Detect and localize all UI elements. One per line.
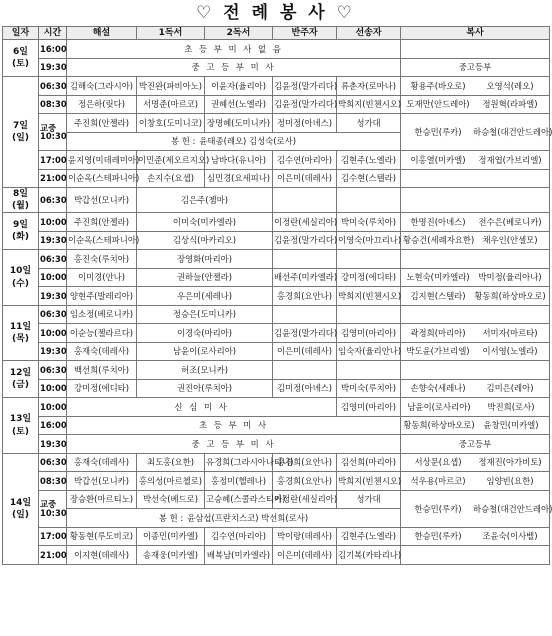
commentary-cell: 홍진숙(루치아) xyxy=(67,250,137,269)
cantor-cell: 박희지(빈첸시오) xyxy=(337,287,401,306)
day-date: 12일 xyxy=(9,368,32,379)
altar-server-cell xyxy=(401,287,550,306)
offering-cell xyxy=(67,132,401,151)
offering-label: 봉 헌 : xyxy=(171,136,196,147)
time-label: 10:00 xyxy=(40,327,67,338)
reading2-cell: 권혜선(노엘라) xyxy=(205,95,273,114)
altar-server-cell xyxy=(401,453,550,472)
reading1-cell: 이경숙(마리아) xyxy=(137,324,273,343)
reading1-cell: 우은미(세레나) xyxy=(137,287,273,306)
reading2-cell: 이윤자(율리아) xyxy=(205,77,273,96)
mass-note: 중 고 등 부 미 사 xyxy=(67,58,401,77)
day-weekday: (화) xyxy=(12,232,29,243)
time-label: 08:30 xyxy=(40,99,67,110)
altar-server-cell xyxy=(401,95,550,114)
commentary-cell: 이순옥(스테파니아) xyxy=(67,231,137,250)
cantor-cell: 김기복(카타리나) xyxy=(337,546,401,565)
table-row xyxy=(3,188,550,213)
altar-server-1: 김지현(스텔라) xyxy=(410,290,466,301)
day-date: 8일 xyxy=(13,189,28,199)
commentary-cell: 홍재숙(데레사) xyxy=(67,342,137,361)
day-weekday: (수) xyxy=(12,278,29,289)
header-time: 시간 xyxy=(39,27,67,40)
reading1-cell: 박선숙(베드로) xyxy=(137,490,205,509)
altar-server-cell xyxy=(401,324,550,343)
table-row xyxy=(3,287,550,306)
table-row xyxy=(3,361,550,380)
time-label: 19:30 xyxy=(40,62,67,73)
cantor-cell: 김현주(노엘라) xyxy=(337,151,401,170)
cantor-cell: 김현주(노엘라) xyxy=(337,527,401,546)
altar-server-cell xyxy=(401,379,550,398)
commentary-cell: 주진희(안젤라) xyxy=(67,213,137,232)
organist-cell xyxy=(273,250,337,269)
cantor-cell xyxy=(337,188,401,213)
header-row xyxy=(3,27,550,40)
reading1-cell: 이민준(제오르지오) xyxy=(137,151,205,170)
table-row xyxy=(3,305,550,324)
time-cell xyxy=(39,324,67,343)
reading2-cell: 장명혜(도미니카) xyxy=(205,114,273,133)
time-label: 06:30 xyxy=(40,80,67,91)
organist-cell xyxy=(273,188,337,213)
altar-server-2: 임양빈(요한) xyxy=(486,475,534,486)
time-cell xyxy=(39,379,67,398)
liturgy-schedule-table xyxy=(2,26,550,565)
time-label: 16:00 xyxy=(40,420,67,431)
commentary-cell: 이순능(젤라르다) xyxy=(67,324,137,343)
table-row xyxy=(3,250,550,269)
organist-cell: 김윤정(말가리다) xyxy=(273,95,337,114)
commentary-cell: 강미정(에디타) xyxy=(67,379,137,398)
commentary-cell: 주진희(안젤라) xyxy=(67,114,137,133)
time-cell xyxy=(39,435,67,454)
mass-note: 중 고 등 부 미 사 xyxy=(67,435,401,454)
commentary-cell: 황동현(루도비코) xyxy=(67,527,137,546)
offering-cell xyxy=(67,509,401,528)
altar-server-1: 노현숙(미카엘라) xyxy=(406,272,470,283)
commentary-cell: 박갑선(모니카) xyxy=(67,472,137,491)
cantor-cell: 박희지(빈첸시오) xyxy=(337,95,401,114)
reading1-cell: 허조(모니카) xyxy=(137,361,273,380)
altar-server-2: 전수은(베로니카) xyxy=(478,216,542,227)
time-cell xyxy=(39,169,67,188)
day-cell xyxy=(3,361,39,398)
time-cell xyxy=(39,58,67,77)
organist-cell: 홍경희(요안나) xyxy=(273,453,337,472)
altar-server-1: 한승민(루카) xyxy=(414,126,462,137)
altar-server-cell xyxy=(401,40,550,59)
table-row xyxy=(3,379,550,398)
organist-cell: 김윤정(말가리다) xyxy=(273,77,337,96)
table-row xyxy=(3,268,550,287)
altar-server-2: 정재진(아가비토) xyxy=(478,457,542,468)
altar-server-cell xyxy=(401,250,550,269)
day-cell xyxy=(3,40,39,77)
altar-server-cell xyxy=(401,398,550,417)
table-row xyxy=(3,453,550,472)
table-row xyxy=(3,231,550,250)
reading2-cell: 남바다(유니아) xyxy=(205,151,273,170)
altar-server-1: 손향숙(세레나) xyxy=(410,383,466,394)
day-date: 9일 xyxy=(13,220,28,231)
offering-label: 봉 헌 : xyxy=(158,512,184,523)
altar-server-2: 조윤숙(이사벨) xyxy=(482,531,538,542)
altar-server-1: 한명진(아녜스) xyxy=(410,216,466,227)
altar-server-2: 황동희(하상바오로) xyxy=(474,290,546,301)
cantor-cell: 김수현(스텔라) xyxy=(337,169,401,188)
reading1-cell: 서명준(마르코) xyxy=(137,95,205,114)
altar-server-1: 곽정희(마리아) xyxy=(410,327,466,338)
altar-server-cell xyxy=(401,169,550,188)
time-cell xyxy=(39,231,67,250)
time-label: 08:30 xyxy=(40,475,67,486)
day-weekday: (목) xyxy=(12,334,29,345)
day-weekday: (월) xyxy=(12,201,29,212)
reading1-cell: 김은주(젬마) xyxy=(137,188,273,213)
table-row xyxy=(3,342,550,361)
cantor-cell: 임숙자(율리안나) xyxy=(337,342,401,361)
altar-server-1: 서상문(요셉) xyxy=(414,457,462,468)
organist-cell: 홍경희(요안나) xyxy=(273,472,337,491)
reading1-cell: 장영화(마리아) xyxy=(137,250,273,269)
altar-server-1: 한승민(루카) xyxy=(414,503,462,514)
time-label: 교중 xyxy=(40,499,57,510)
time-cell xyxy=(39,342,67,361)
altar-server-1: 이홍열(미카엘) xyxy=(410,154,466,165)
altar-server-1: 한승민(루카) xyxy=(414,531,462,542)
time-label: 19:30 xyxy=(40,346,67,357)
time-label: 17:00 xyxy=(40,531,67,542)
altar-server-2: 윤창민(미카엘) xyxy=(483,420,539,431)
time-label: 06:30 xyxy=(40,253,67,264)
cantor-cell: 박미숙(루치아) xyxy=(337,213,401,232)
reading2-cell: 고승혜(스콜라스티카) xyxy=(205,490,273,509)
cantor-cell xyxy=(337,250,401,269)
time-label: 교중 xyxy=(40,122,57,133)
day-cell xyxy=(3,213,39,250)
day-weekday: (일) xyxy=(12,509,29,520)
organist-cell: 이정란(세실리아) xyxy=(273,490,337,509)
time-cell xyxy=(39,490,67,527)
altar-server-cell xyxy=(401,305,550,324)
mass-note: 초 등 부 미 사 없 음 xyxy=(67,40,401,59)
time-cell xyxy=(39,361,67,380)
altar-server-2: 김미은(레아) xyxy=(486,383,534,394)
organist-cell: 이은미(데레사) xyxy=(273,342,337,361)
table-row xyxy=(3,95,550,114)
day-date: 11일 xyxy=(9,321,32,332)
time-cell xyxy=(39,527,67,546)
altar-server-cell xyxy=(401,231,550,250)
altar-server-cell xyxy=(401,416,550,435)
altar-server-2: 이서영(노엘라) xyxy=(482,346,538,357)
reading1-cell: 권진아(루치아) xyxy=(137,379,273,398)
time-label: 21:00 xyxy=(40,173,67,184)
altar-server-1: 황동희(하상바오로) xyxy=(403,420,475,431)
commentary-cell: 박갑선(모니카) xyxy=(67,188,137,213)
altar-server-2: 박미정(율리아나) xyxy=(478,272,542,283)
table-row xyxy=(3,151,550,170)
commentary-cell: 임소정(베로니카) xyxy=(67,305,137,324)
organist-cell: 정미정(아녜스) xyxy=(273,114,337,133)
reading2-cell: 유경희(그라시아나티나) xyxy=(205,453,273,472)
commentary-cell: 이지현(데레사) xyxy=(67,546,137,565)
commentary-cell: 정은하(릿다) xyxy=(67,95,137,114)
day-cell xyxy=(3,305,39,361)
time-label: 10:00 xyxy=(40,401,67,412)
mass-note: 신 심 미 사 xyxy=(67,398,337,417)
altar-server-1: 황승건(세례자요한) xyxy=(403,235,475,246)
altar-server-2: 하승철(대건안드레아) xyxy=(473,503,552,514)
table-row xyxy=(3,58,550,77)
commentary-cell: 김해숙(그라시아) xyxy=(67,77,137,96)
cantor-cell: 김영미(마리아) xyxy=(337,398,401,417)
altar-server-2: 정재엽(가브리엘) xyxy=(478,154,542,165)
header-altar-server: 복사 xyxy=(401,27,550,40)
time-cell xyxy=(39,305,67,324)
day-cell xyxy=(3,250,39,306)
altar-server-cell xyxy=(401,114,550,151)
reading1-cell: 이미숙(미카엘라) xyxy=(137,213,273,232)
time-cell xyxy=(39,453,67,472)
organist-cell: 김윤정(말가리다) xyxy=(273,231,337,250)
commentary-cell: 윤지영(미데레미아) xyxy=(67,151,137,170)
offering-names: 윤삼섭(프란치스코) 박선희(로사) xyxy=(187,512,309,523)
reading1-cell: 정승은(도미니카) xyxy=(137,305,273,324)
time-label: 17:00 xyxy=(40,154,67,165)
cantor-cell: 이영숙(마끄리나) xyxy=(337,231,401,250)
header-date: 일자 xyxy=(3,27,39,40)
altar-server-cell xyxy=(401,188,550,213)
time-label: 19:30 xyxy=(40,235,67,246)
altar-server-cell: 중고등부 xyxy=(401,435,550,454)
altar-server-1: 박도윤(가브리엘) xyxy=(406,346,470,357)
table-row xyxy=(3,527,550,546)
day-date: 14일 xyxy=(9,497,32,508)
day-cell xyxy=(3,453,39,564)
time-label: 19:30 xyxy=(40,290,67,301)
time-label: 06:30 xyxy=(40,364,67,375)
time-cell xyxy=(39,151,67,170)
organist-cell: 김미정(아녜스) xyxy=(273,379,337,398)
altar-server-cell xyxy=(401,268,550,287)
header-reading1: 1독서 xyxy=(137,27,205,40)
time-cell xyxy=(39,40,67,59)
cantor-cell: 성가대 xyxy=(337,114,401,133)
altar-server-cell xyxy=(401,490,550,527)
table-row xyxy=(3,213,550,232)
time-label-2: 10:30 xyxy=(40,507,67,518)
organist-cell: 이은미(데레사) xyxy=(273,546,337,565)
altar-server-2: 오영석(레오) xyxy=(486,80,534,91)
altar-server-1: 남윤이(로사리아) xyxy=(407,401,471,412)
time-label: 21:00 xyxy=(40,549,67,560)
altar-server-cell xyxy=(401,77,550,96)
day-weekday: (토) xyxy=(12,426,29,437)
header-reading2: 2독서 xyxy=(205,27,273,40)
day-date: 10일 xyxy=(9,266,32,277)
time-cell xyxy=(39,546,67,565)
organist-cell: 김수연(마리아) xyxy=(273,151,337,170)
reading1-cell: 이창호(도미니코) xyxy=(137,114,205,133)
time-label: 06:30 xyxy=(40,309,67,320)
reading1-cell: 이종민(미카엘) xyxy=(137,527,205,546)
altar-server-cell xyxy=(401,213,550,232)
day-date: 7일 xyxy=(13,120,28,131)
day-weekday: (금) xyxy=(12,380,29,391)
commentary-cell: 이순옥(스테파니아) xyxy=(67,169,137,188)
commentary-cell: 양현주(발레리아) xyxy=(67,287,137,306)
time-label: 10:00 xyxy=(40,272,67,283)
organist-cell: 이은미(데레사) xyxy=(273,169,337,188)
time-label: 16:00 xyxy=(40,43,67,54)
organist-cell xyxy=(273,305,337,324)
cantor-cell: 강미정(에디타) xyxy=(337,268,401,287)
time-label: 10:00 xyxy=(40,216,67,227)
day-cell xyxy=(3,398,39,454)
organist-cell xyxy=(273,361,337,380)
organist-cell: 홍경희(요안나) xyxy=(273,287,337,306)
table-row xyxy=(3,114,550,133)
reading1-cell: 최도홍(요한) xyxy=(137,453,205,472)
time-cell xyxy=(39,250,67,269)
reading1-cell: 홍의성(마르첼로) xyxy=(137,472,205,491)
cantor-cell: 김영미(마리아) xyxy=(337,324,401,343)
reading1-cell: 박진완(파비아노) xyxy=(137,77,205,96)
time-cell xyxy=(39,268,67,287)
time-cell xyxy=(39,114,67,151)
offering-names: 윤태종(레오) 김성숙(로사) xyxy=(199,136,296,147)
time-cell xyxy=(39,398,67,417)
altar-server-cell: 중고등부 xyxy=(401,58,550,77)
table-row xyxy=(3,416,550,435)
header-organist: 반주자 xyxy=(273,27,337,40)
cantor-cell: 류춘자(로마나) xyxy=(337,77,401,96)
day-weekday: (일) xyxy=(12,133,29,143)
reading1-cell: 김상식(마카리오) xyxy=(137,231,273,250)
time-cell xyxy=(39,213,67,232)
time-label-2: 10:30 xyxy=(40,131,67,141)
reading1-cell: 손지수(요셉) xyxy=(137,169,205,188)
cantor-cell: 성가대 xyxy=(337,490,401,509)
cantor-cell xyxy=(337,361,401,380)
day-date: 6일 xyxy=(13,46,28,57)
altar-server-cell xyxy=(401,361,550,380)
altar-server-1: 황용주(바오로) xyxy=(410,80,466,91)
time-cell xyxy=(39,77,67,96)
organist-cell: 이정란(세실리아) xyxy=(273,213,337,232)
time-label: 06:30 xyxy=(40,457,67,468)
table-row xyxy=(3,435,550,454)
altar-server-cell xyxy=(401,342,550,361)
altar-server-cell xyxy=(401,546,550,565)
altar-server-1: 도재만(안드레아) xyxy=(406,99,470,110)
table-row xyxy=(3,324,550,343)
altar-server-cell xyxy=(401,527,550,546)
altar-server-1: 석우용(마르코) xyxy=(410,475,466,486)
time-cell xyxy=(39,472,67,491)
table-row xyxy=(3,40,550,59)
time-cell xyxy=(39,95,67,114)
altar-server-2: 박진희(로사) xyxy=(487,401,535,412)
table-row xyxy=(3,546,550,565)
reading2-cell: 홍정미(헬레나) xyxy=(205,472,273,491)
time-cell xyxy=(39,188,67,213)
header-commentary: 해설 xyxy=(67,27,137,40)
table-row xyxy=(3,77,550,96)
reading2-cell: 심민경(요세피나) xyxy=(205,169,273,188)
cantor-cell: 박희지(빈첸시오) xyxy=(337,472,401,491)
organist-cell: 김윤정(말가리다) xyxy=(273,324,337,343)
altar-server-cell xyxy=(401,472,550,491)
organist-cell: 배선주(미카엘라) xyxy=(273,268,337,287)
time-label: 19:30 xyxy=(40,438,67,449)
altar-server-2: 서미자(마르타) xyxy=(482,327,538,338)
time-label: 10:00 xyxy=(40,383,67,394)
cantor-cell: 김선희(마리아) xyxy=(337,453,401,472)
organist-cell: 박이랑(데레사) xyxy=(273,527,337,546)
day-cell xyxy=(3,188,39,213)
table-row xyxy=(3,472,550,491)
commentary-cell: 백선희(루치아) xyxy=(67,361,137,380)
day-date: 13일 xyxy=(9,414,32,425)
time-cell xyxy=(39,287,67,306)
mass-note: 초 등 부 미 사 xyxy=(67,416,401,435)
commentary-cell: 이미경(안나) xyxy=(67,268,137,287)
table-row xyxy=(3,398,550,417)
cantor-cell: 박미숙(루치아) xyxy=(337,379,401,398)
cantor-cell xyxy=(337,305,401,324)
commentary-cell: 장승환(마르티노) xyxy=(67,490,137,509)
time-cell xyxy=(39,416,67,435)
reading1-cell: 남윤이(로사리아) xyxy=(137,342,273,361)
altar-server-cell xyxy=(401,151,550,170)
page-title: ♡ 전 례 봉 사 ♡ xyxy=(196,3,355,23)
table-row xyxy=(3,490,550,509)
time-label: 06:30 xyxy=(40,194,67,205)
header-cantor: 선송자 xyxy=(337,27,401,40)
reading2-cell: 배복남(미카엘라) xyxy=(205,546,273,565)
reading1-cell: 권하늘(안젤라) xyxy=(137,268,273,287)
altar-server-2: 하승철(대건안드레아) xyxy=(473,126,552,137)
day-weekday: (토) xyxy=(12,59,29,69)
reading2-cell: 김수연(마리아) xyxy=(205,527,273,546)
reading1-cell: 송재웅(미카엘) xyxy=(137,546,205,565)
commentary-cell: 홍재숙(데레사) xyxy=(67,453,137,472)
altar-server-2: 정원혁(라파엘) xyxy=(482,99,538,110)
day-cell xyxy=(3,77,39,188)
altar-server-2: 채우인(안셀모) xyxy=(482,235,538,246)
table-row xyxy=(3,169,550,188)
